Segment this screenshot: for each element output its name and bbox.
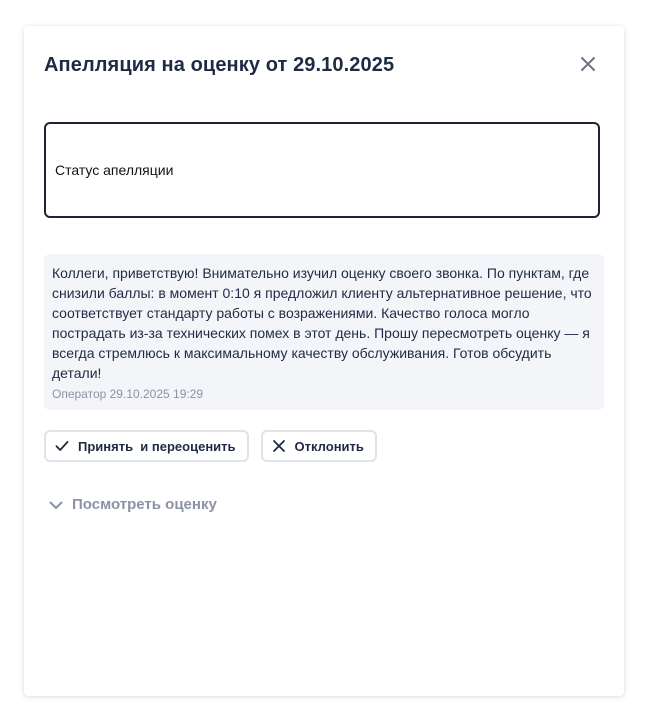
reject-button[interactable] (261, 430, 377, 462)
reject-label: Отклонить (294, 438, 364, 454)
close-icon (580, 56, 596, 77)
appeal-message-card (44, 254, 604, 410)
check-icon (54, 438, 70, 454)
appeal-actions (44, 430, 377, 462)
chevron-down-icon (48, 497, 64, 513)
modal-title: Апелляция на оценку от 29.10.2025 (44, 54, 395, 76)
appeal-message-meta: Оператор 29.10.2025 19:29 (52, 387, 204, 401)
close-button[interactable] (576, 54, 600, 78)
appeal-status-field[interactable] (44, 122, 600, 218)
accept-and-reassess-button[interactable] (44, 430, 249, 462)
appeal-modal (24, 26, 624, 696)
appeal-status-label: Статус апелляции (55, 162, 174, 178)
accept-and-reassess-label: Принять и переоценить (78, 438, 236, 454)
appeal-message-text: Коллеги, приветствую! Внимательно изучил оценку своего звонка. По пунктам, где снизили баллы: в момент 0:10 я предложил клиенту альтернативное решение, что соответствует стандарту работы с возражениями. Качество голоса могло пострадать из-за технических помех в этот день. Прошу пересмотреть оценку — я всегда стремлюсь к максимальному качеству обслуживания. Готов обсудить детали! (52, 265, 592, 381)
x-icon (271, 438, 287, 454)
view-assessment-label: Посмотреть оценку (72, 496, 217, 513)
view-assessment-toggle[interactable] (48, 496, 217, 513)
